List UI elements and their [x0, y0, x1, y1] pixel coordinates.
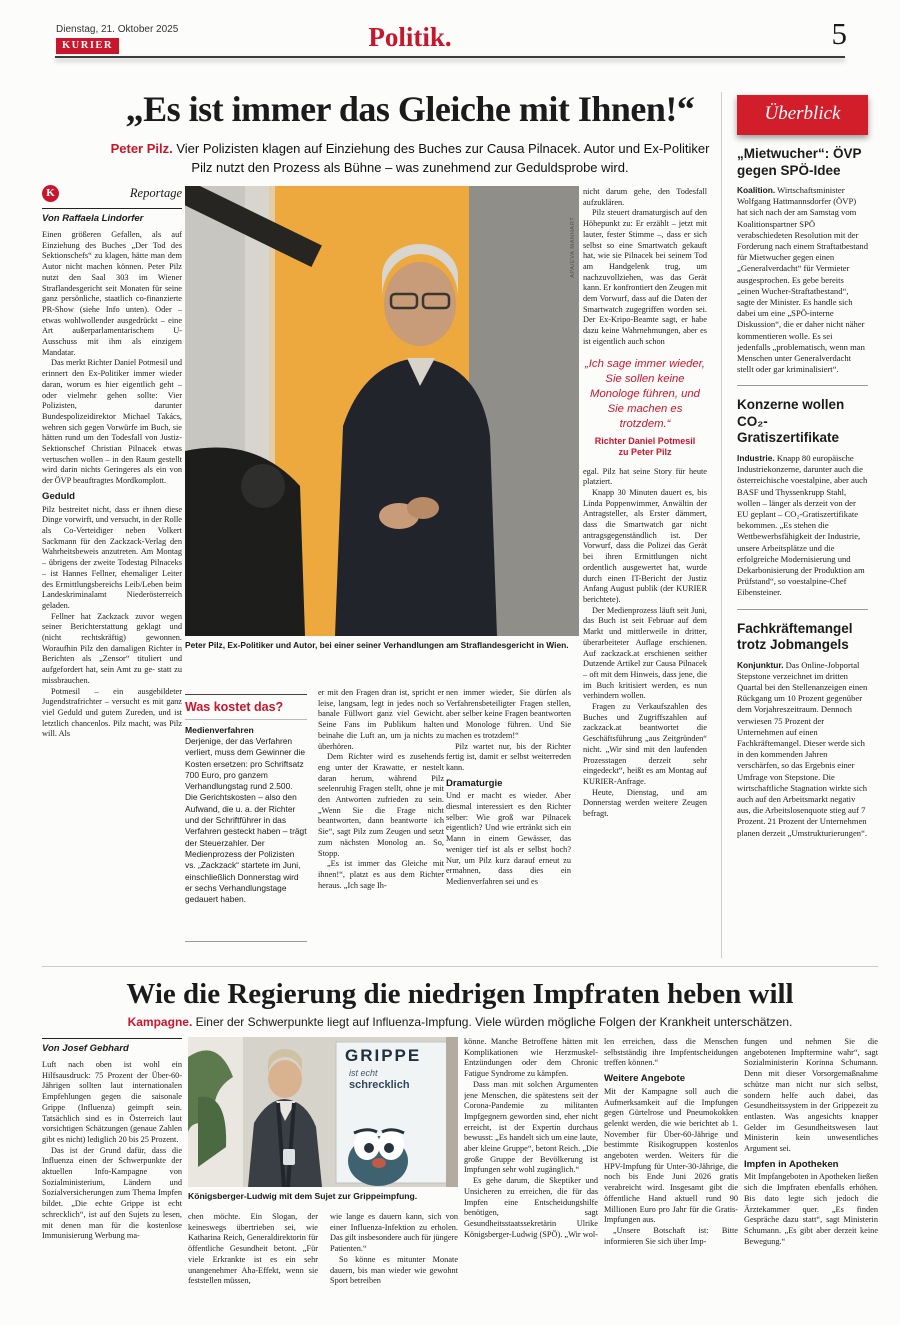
deck-text: Vier Polizisten klagen auf Einziehung des Buches zur Causa Pilnacek. Autor und Ex-Politiker Pilz nutzt den Prozess als Bühne – was zunehmend zur Geduldsprobe wird. — [172, 141, 710, 175]
paragraph: Fragen zu Verkaufszahlen des Buches und Zugriffszahlen auf zackzack.at beantwortet die Geschäftsführung „aus Zeitgründen“ nicht. „Wir sind mit den laufenden Prozesstagen derzeit sehr eingedeckt“, heißt es am Montag auf KURIER-Anfrage. — [583, 702, 707, 786]
photo-caption: Peter Pilz, Ex-Politiker und Autor, bei einer seiner Verhandlungen am Straflandesgericht in Wien. — [185, 640, 569, 650]
paragraph: Dem Richter wird es zusehends eng unter der Krawatte, er nestelt daran herum, während Pilz seelenruhig Fragen stellt, ohne je mit den Antworten zufrieden zu sein. „Wenn Sie die Frage nicht beantworten, dann beantworte ich Sie“, sagt Pilz zum Zeugen und setzt zum nächsten Monolog an. So, Stopp. — [318, 752, 444, 858]
subheading: Impfen in Apotheken — [744, 1158, 839, 1170]
quote-attribution — [583, 436, 707, 459]
bottom-photo-caption: Königsberger-Ludwig mit dem Sujet zur Grippeimpfung. — [188, 1191, 418, 1201]
overview-item-text: Das Online-Jobportal Stepstone verzeichnet im dritten Quartal bei den Stellenanzeigen einen Rückgang um 10 Prozent gegenüber dem Vorjahreszeitraum. Dennoch verwiesen 75 Prozent der Unternehmen auf einen Fachkräftemangel. Dieser werde sich in den kommenden Jahren verschärfen, so das Ergebnis einer Umfrage von Stepstone. Die wirtschaftliche Stagnation wirkte sich auch auf den Arbeitsmarkt negativ aus, die Arbeitslosenquote stieg auf 7 Prozent. 21 Prozent der Unternehmen planen derzeit „Umstrukturierungen“. — [737, 659, 868, 838]
kicker-label: Reportage — [129, 186, 182, 200]
subheading: Weitere Angebote — [604, 1073, 686, 1085]
paragraph: Knapp 30 Minuten dauert es, bis Linda Poppenwimmer, Anwältin der Antragsteller, als Erster dämmert, dass die Smartwatch gar nicht antragsgegenständlich ist. Der Vorwurf, dass die Polizei das Gerät bei ihren Ermittlungen nicht ordentlich ausgewertet hat, wurde durch einen IT-Bericht der Justiz Anfang August publik (der KURIER berichtete). — [583, 487, 707, 604]
photo-credit: APA/EVA MANHART — [570, 216, 576, 278]
overview-panel — [737, 146, 868, 958]
paragraph: Heute, Dienstag, und am Donnerstag werden weitere Zeugen befragt. — [583, 787, 707, 819]
bottom-column-6 — [744, 1037, 878, 1322]
info-box-body: Derjenige, der das Verfahren verliert, muss dem Gewinner die Kosten ersetzen: pro Schriftsatz 700 Euro, pro ganzem Verhandlungstag rund 2.500. Die Gerichtskosten – also den Aufwand, die u. a. der Richter und der Schriftführer in das Verfahren gesteckt haben – trägt der Steuerzahler. Der Medienprozess der Polizisten vs. „Zackzack“ startete im Juni, einschließlich Donnerstag wird er sechs Verhandlungstage gedauert haben. — [185, 736, 307, 905]
paragraph: Das ist der Grund dafür, dass die Influenza einen der Schwerpunkte der aktuellen Info-Kampagne von Sozialministerium, Ländern und Sozialversicherungen zum Thema Impfen bildet. „Die echte Grippe ist echt schrecklich“, ist auf den Sujets zu lesen, mit denen man für die kostenlose Immunisierung Werbung ma- — [42, 1145, 182, 1241]
article-column-3 — [446, 688, 571, 960]
divider — [42, 1038, 182, 1039]
overview-label: Überblick — [737, 95, 868, 135]
info-box-lead: Medienverfahren — [185, 725, 254, 735]
paragraph: fungen und nehmen Sie die angebotenen Impftermine wahr“, sagt Sozialministerin Korinna Schumann. Denn mit dieser Vorsorgemaßnahme schütze man nicht nur sich selbst, sondern helfe auch dabei, das Gesundheitssystem in der Grippezeit zu entlasten. Was angesichts knapper Gelder im Gesundheitswesen laut Ministerin kein unwesentliches Argument sei. — [744, 1037, 878, 1154]
overview-item — [737, 609, 868, 849]
overview-item-title: „Mietwucher“: ÖVP gegen SPÖ-Idee — [737, 146, 862, 178]
issue-date: Dienstag, 21. Oktober 2025 — [56, 24, 179, 35]
overview-item-body — [737, 660, 868, 839]
paragraph: er mit den Fragen dran ist, spricht er leise, langsam, legt in jedes noch so banale Füllwort ganz viel Gewicht. Seine Fans im Publikum halten beinahe die Luft an, um ja nichts zu überhören. — [318, 688, 444, 751]
article-column-1 — [42, 230, 182, 958]
paragraph: Mit Impfangeboten in Apotheken ließen sich die Impfraten ebenfalls erhöhen. Bis dato legte sich jedoch die Ärztekammer quer. „Es finden Gespräche dazu statt“, sagt Ministerin Schumann. „Es gibt aber derzeit keine Bewegung.“ — [744, 1172, 878, 1246]
overview-item-title: Fachkräftemangel trotz Jobmangels — [737, 620, 853, 653]
pull-quote: „Ich sage immer wieder, Sie sollen keine Monologe führen, und Sie machen es trotzdem.“ — [585, 357, 705, 430]
divider — [42, 966, 878, 967]
bottom-column-2 — [188, 1212, 318, 1322]
bottom-column-5 — [604, 1037, 738, 1322]
paragraph: nicht darum gehe, den Todesfall aufzuklären. — [583, 187, 707, 207]
paragraph: Pilz steuert dramaturgisch auf den Höhepunkt zu: Er erzählt – jetzt mit lauter, fester Stimme –, dass er sich selbst so eine Smartwatch gekauft hat, wie sie Pilnacek bei seinem Tod am Handgelenk trug, um nachzuvollziehen, was das Gerät kann. Er konfrontiert den Zeugen mit dem Vorwurf, dass auf die Daten der Smartwatch zugegriffen worden sei. Der Ex-Kripo-Beamte sagt, er habe dazu keine Wahrnehmungen, aber es ist eigentlich auch schon — [583, 208, 707, 346]
overview-item-body — [737, 185, 868, 375]
column-4-bottom — [583, 467, 707, 820]
paragraph: Einen größeren Gefallen, als auf Einziehung des Buches „Der Tod des Sektionschefs“ zu klagen, hätte man dem Autor nicht machen können. Peter Pilz nutzt den Saal 303 im Wiener Straflandesgericht seit Monaten für seine ganz persönliche, staatlich co-finanzierte PR-Show (siehe Info unten). Oder – etwas wohlwollender ausgedrückt – eine Art außerparlamentarischem U-Ausschuss mit ihm als einzigem Mandatar. — [42, 230, 182, 357]
paragraph: Mit der Kampagne soll auch die Aufmerksamkeit auf die Impfungen gegen Gürtelrose und Pneumokokken gelenkt werden, die wie berichtet ab 1. November für Über-60-Jährige und bestimmte Risikogruppen kostenlos angeboten werden. Weiters für die HPV-Impfung für Unter-30-Jährige, die noch bis Ende Juni 2026 gratis verabreicht wird. Insgesamt gibt die öffentliche Hand aktuell rund 90 Millionen Euro pro Jahr für die Gratis-Impfungen aus. — [604, 1086, 738, 1225]
paragraph: könne. Manche Betroffene hätten mit Komplikationen wie Herzmuskel-Entzündungen oder dem Chronic Fatigue Syndrome zu kämpfen. — [464, 1037, 598, 1079]
paragraph: Dass man mit solchen Argumenten jene Menschen, die spätestens seit der Corona-Pandemie zu militanten Impfgegnern geworden sind, eher nicht erreicht, ist der Expertin durchaus bewusst: „Es handelt sich um eine laute, aber kleine Gruppe“, betont Reich. „Die große Gruppe der Bevölkerung ist Impfungen sehr wohl zugänglich.“ — [464, 1079, 598, 1175]
article-column-4 — [583, 187, 707, 958]
paragraph: len erreichen, dass die Menschen selbstständig ihre Impfentscheidungen treffen können.“ — [604, 1037, 738, 1068]
subheading: Dramaturgie — [446, 777, 503, 789]
divider — [42, 208, 182, 209]
quote-attribution-name: Richter Daniel Potmesil — [594, 435, 696, 446]
bottom-column-1 — [42, 1060, 182, 1322]
section-title: Politik. — [368, 22, 452, 52]
paragraph: Potmesil – ein ausgebildeter Jugendstrafrichter – versucht es mit ganz viel Geduld und gutem Zureden, und ist letztlich chancenlos. Pilz macht, was Pilz will. Als — [42, 686, 182, 739]
paragraph: egal. Pilz hat seine Story für heute platziert. — [583, 466, 707, 487]
paragraph: Fellner hat Zackzack zuvor wegen seiner Berichterstattung geklagt und (nicht rechtskräftig) gewonnen. Woraufhin Pilz den damaligen Richter in Berichten als „Zensor“ tituliert und aufgefordert hat, sein Amt zu ge- statt zu missbrauchen. — [42, 611, 182, 685]
paragraph: „Es ist immer das Gleiche mit ihnen!“, platzt es aus dem Richter heraus. „Ich sage Ih- — [318, 859, 444, 890]
main-photo — [185, 186, 579, 636]
paragraph: Luft nach oben ist wohl ein Hilfsausdruck: 75 Prozent der Über-60-Jährigen sollten laut internationalen Empfehlungen gegen die saisonale Grippe (Influenza) geimpft sein. Tatsächlich sind es in Österreich laut vorsichtigen Schätzungen (genaue Zahlen gibt es nicht) lediglich 20 bis 25 Prozent. — [42, 1060, 182, 1144]
brand-k-badge: K — [42, 185, 59, 202]
overview-item-body — [737, 453, 868, 599]
poster-title: GRIPPE — [345, 1046, 422, 1065]
overview-item — [737, 385, 868, 608]
main-photo-illustration — [185, 186, 579, 636]
paragraph: Pilz bestreitet nicht, dass er ihnen diese Dinge vorwirft, und versucht, in der Rolle als Co-Verteidiger neben Volkert Sackmann für den Zackzack-Verlag den Wahrheitsbeweis anzutreten. Am Montag – übrigens der zweite Todestag Pilnaceks – ist Hannes Fellner, ehemaliger Leiter des Ermittlungsbereichs Leib/Leben beim Landeskriminalamt Niederösterreich geladen. — [42, 504, 182, 610]
info-box — [185, 694, 307, 942]
bottom-deck-lead: Kampagne. — [127, 1015, 193, 1029]
bottom-column-4 — [464, 1037, 598, 1322]
paragraph: Der Medienprozess läuft seit Juni, das Buch ist seit Februar auf dem Markt und mittlerweile in dritter, überarbeiteter Auflage erschienen. Auf zackzack.at erschienen seither Dutzende Artikel zur Causa Pilnacek – oft mit dem Hinweis, dass jene, die im Buch kritisiert werden, es nun verhindern wollen. — [583, 605, 707, 701]
kicker — [42, 185, 182, 205]
paragraph: wie lange es dauern kann, sich von einer Influenza-Infektion zu erholen. Das gilt insbesondere auch für jüngere Patienten.“ — [330, 1212, 458, 1254]
paragraph: Es gehe darum, die Skeptiker und Unsicheren zu erreichen, die für das Impfen eine Entscheidungshilfe benötigen, sagt Gesundheitsstaatssekretärin Ulrike Königsberger-Ludwig (SPÖ). „Wir wol- — [464, 1176, 598, 1239]
main-deck — [110, 140, 710, 178]
overview-item-lead: Koalition. — [737, 185, 776, 195]
overview-item-lead: Konjunktur. — [737, 659, 784, 670]
deck-lead: Peter Pilz. — [110, 141, 173, 156]
paragraph: So könne es mitunter Monate dauern, bis man wieder wie gewohnt Sport betreiben — [330, 1254, 458, 1286]
bottom-headline: Wie die Regierung die niedrigen Impfraten heben will — [126, 978, 794, 1010]
brand-logo: KURIER — [56, 38, 119, 54]
bottom-byline: Von Josef Gebhard — [42, 1043, 129, 1054]
header-rule — [55, 56, 845, 58]
article-column-2 — [318, 688, 444, 960]
page-number: 5 — [831, 16, 847, 51]
bottom-deck — [42, 1015, 878, 1029]
poster-subtitle-1: ist echt — [349, 1068, 378, 1078]
subheading: Geduld — [42, 490, 76, 502]
overview-item-title: Konzerne wollen CO₂-Gratiszertifikate — [737, 397, 845, 446]
overview-item-text: Wirtschaftsminister Wolfgang Hattmannsdorfer (ÖVP) hat sich nach der am Samstag vom Koalitionspartner SPÖ verabschiedeten Resolution mit der Forderung nach einem Straftatbestand für Mietwucher gegen einen „Generalverdacht“ für Vermieter ausgesprochen. Es gebe bereits „einen Wucher-Straftatbestand“, sagte der Minister. Es handle sich dabei um eine „SPÖ-interne Diskussion“, die er daher nicht näher kommentieren wolle. Es sei jedenfalls „problematisch, wenn man Menschen unter Generalverdacht stellt oder gar kriminalisiert“. — [737, 185, 868, 375]
paragraph: chen möchte. Ein Slogan, der keineswegs übertrieben sei, wie Katharina Reich, Generaldirektorin für öffentliche Gesundheit betont. „Für viele Erkrankte ist es ein sehr unangenehmer Aha-Effekt, wenn sie feststellen müssen, — [188, 1212, 318, 1286]
bottom-deck-text: Einer der Schwerpunkte liegt auf Influenza-Impfung. Viele würden mögliche Folgen der Krankheit unterschätzen. — [192, 1015, 793, 1029]
quote-attribution-target: zu Peter Pilz — [618, 447, 672, 458]
column-4-top — [583, 187, 707, 348]
overview-item-text: Knapp 80 europäische Industriekonzerne, darunter auch die österreichische voestalpine, aber auch BASF und Thyssenkrupp Stahl, wollen – länger als derzeit von der EU geplant – CO₂-Gratiszertifikate bekommen. „Es stehen die Wettbewerbsfähigkeit der Industrie, unsere Arbeitsplätze und die erfolgreiche Modernisierung und Dekarbonisierung der Produktion am Prüfstand“, so voestalpine-Chef Eibensteiner. — [737, 452, 868, 598]
poster-subtitle-2: schrecklich — [349, 1079, 410, 1091]
paragraph: Das merkt Richter Daniel Potmesil und erinnert den Ex-Politiker immer wieder daran, worum es hier eigentlich geht – oder vielmehr gehen sollte: Vier Polizisten, darunter Bundespolizeidirektor Michael Takács, wehren sich gegen Vorwürfe im Buch, sie hätten rund um den Todesfall von Justiz-Sektionschef Christian Pilnacek etwas vertuschen wollen – in den Raum gestellt wird darin nichts Geringeres als ein von der ÖVP beauftragtes Mordkomplott. — [42, 358, 182, 486]
paragraph: nen immer wieder, Sie dürfen als Verfahrensbeteiligter Fragen stellen, aber selber keine Fragen beantworten und Monologe führen. Und Sie machen es trotzdem!“ — [446, 688, 571, 740]
main-byline: Von Raffaela Lindorfer — [42, 213, 144, 224]
bottom-column-3 — [330, 1212, 458, 1322]
paragraph: Pilz wartet nur, bis der Richter fertig ist, damit er selbst weiterreden kann. — [446, 741, 571, 772]
info-box-title: Was kostet das? — [185, 700, 307, 720]
main-headline: „Es ist immer das Gleiche mit Ihnen!“ — [125, 89, 695, 129]
divider — [721, 92, 722, 958]
overview-item — [737, 146, 868, 385]
overview-item-lead: Industrie. — [737, 452, 775, 463]
paragraph: „Unsere Botschaft ist: Bitte informieren Sie sich über Imp- — [604, 1225, 738, 1246]
paragraph: Und er macht es wieder. Aber diesmal interessiert es den Richter selber: Wie groß war Pilnacek eigentlich? Und wie ertränkt sich ein Mann in einem Gewässer, das weniger tief ist als er selbst hoch? Nur, um Pilz kurz darauf erneut zu ermahnen, dass dies ein Medienverfahren sei und es — [446, 791, 571, 886]
